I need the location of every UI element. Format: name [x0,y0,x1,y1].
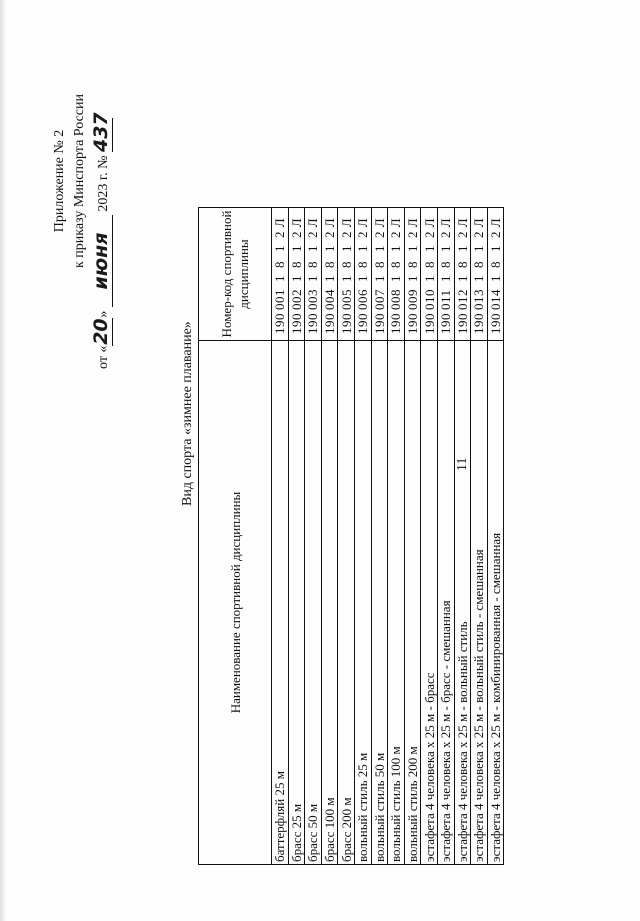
table-body [272,208,504,865]
code-segment: 1 [421,275,437,282]
code-segment: 190 [438,313,454,334]
code-segment: 190 [471,313,487,334]
code-segment: 1 [272,275,288,282]
code-segment: 1 [488,245,504,252]
table-row [404,208,421,865]
code-segment: 190 [371,313,387,334]
discipline-code [437,208,454,341]
code-segment: 190 [421,313,437,334]
code-segment: 1 [471,275,487,282]
table-row [454,208,471,865]
discipline-code [404,208,421,341]
code-segment: 2 Л [421,217,437,238]
code-segment: 1 [338,275,354,282]
table-row [487,208,504,865]
code-segment: 2 Л [338,217,354,238]
table-row [272,208,289,865]
discipline-code [371,208,388,341]
code-segment: 011 [438,289,454,310]
discipline-name: брасс 50 м [305,341,322,865]
discipline-code [354,208,371,341]
code-segment: 2 Л [322,217,338,238]
code-segment: 8 [471,261,487,268]
code-segment: 8 [305,261,321,268]
code-segment: 1 [421,245,437,252]
order-number-handwritten: 437 [90,112,112,153]
code-segment: 1 [288,245,304,252]
code-segment: 190 [322,313,338,334]
code-segment: 190 [288,313,304,334]
code-segment: 2 Л [305,217,321,238]
code-segment: 014 [488,289,504,310]
code-segment: 8 [405,261,421,268]
discipline-code [305,208,322,341]
code-segment: 2 Л [272,217,288,238]
discipline-code [471,208,488,341]
code-segment: 003 [305,289,321,310]
code-segment: 1 [454,275,470,282]
date-prefix: от « [96,345,111,369]
code-segment: 190 [488,313,504,334]
table-row [321,208,338,865]
code-segment: 8 [338,261,354,268]
discipline-name: баттерфляй 25 м [272,341,289,865]
discipline-name: вольный стиль 200 м [404,341,421,865]
discipline-name: эстафета 4 человека х 25 м - вольный стиль [454,341,471,865]
page-number: 11 [455,457,470,471]
code-segment: 013 [471,289,487,310]
discipline-code [272,208,289,341]
code-segment: 1 [438,245,454,252]
code-segment: 190 [338,313,354,334]
table-row [354,208,371,865]
code-segment: 009 [405,289,421,310]
disciplines-table [198,207,504,865]
code-segment: 006 [355,289,371,310]
code-segment: 8 [438,261,454,268]
discipline-code [338,208,355,341]
code-segment: 1 [454,245,470,252]
code-segment: 8 [454,261,470,268]
discipline-name: вольный стиль 100 м [388,341,405,865]
discipline-name: брасс 100 м [321,341,338,865]
table-row [471,208,488,865]
discipline-name: эстафета 4 человека х 25 м - комбинированная - смешанная [487,341,504,865]
code-segment: 007 [371,289,387,310]
discipline-name: брасс 25 м [288,341,305,865]
code-segment: 008 [388,289,404,310]
code-segment: 1 [371,245,387,252]
table-row [338,208,355,865]
code-segment: 2 Л [288,217,304,238]
code-segment: 8 [388,261,404,268]
code-segment: 1 [288,275,304,282]
code-segment: 2 Л [355,217,371,238]
code-segment: 2 Л [438,217,454,238]
discipline-name: эстафета 4 человека х 25 м - брасс [421,341,438,865]
table-row [288,208,305,865]
discipline-code [421,208,438,341]
date-year: 2023 г. № [96,155,111,212]
code-segment: 1 [405,245,421,252]
code-segment: 2 Л [454,217,470,238]
code-segment: 2 Л [388,217,404,238]
code-segment: 190 [305,313,321,334]
code-segment: 1 [405,275,421,282]
code-segment: 190 [454,313,470,334]
code-segment: 190 [355,313,371,334]
table-row [305,208,322,865]
code-segment: 190 [272,313,288,334]
code-segment: 1 [322,275,338,282]
code-segment: 2 Л [471,217,487,238]
code-segment: 8 [371,261,387,268]
code-segment: 1 [438,275,454,282]
code-segment: 8 [355,261,371,268]
col-header-discipline-code: Номер-код спортивной дисциплины [199,208,272,341]
code-segment: 1 [355,245,371,252]
code-segment: 1 [388,245,404,252]
discipline-code [321,208,338,341]
discipline-name: вольный стиль 50 м [371,341,388,865]
code-segment: 1 [388,275,404,282]
code-segment: 004 [322,289,338,310]
code-segment: 190 [405,313,421,334]
code-segment: 2 Л [405,217,421,238]
col-header-discipline-name: Наименование спортивной дисциплины [199,341,272,865]
code-segment: 012 [454,289,470,310]
code-segment: 005 [338,289,354,310]
code-segment: 001 [272,289,288,310]
discipline-name: эстафета 4 человека х 25 м - брасс - смешанная [437,341,454,865]
discipline-name: вольный стиль 25 м [354,341,371,865]
code-segment: 1 [305,245,321,252]
discipline-name: брасс 200 м [338,341,355,865]
code-segment: 002 [288,289,304,310]
table-row [371,208,388,865]
discipline-name: эстафета 4 человека х 25 м - вольный стиль - смешанная [471,341,488,865]
date-month-handwritten: июня [90,215,113,307]
code-segment: 8 [322,261,338,268]
code-segment: 1 [272,245,288,252]
code-segment: 1 [471,245,487,252]
code-segment: 8 [488,261,504,268]
code-segment: 1 [371,275,387,282]
code-segment: 1 [305,275,321,282]
appendix-header [50,1,90,361]
code-segment: 1 [322,245,338,252]
table-row [421,208,438,865]
code-segment: 8 [272,261,288,268]
discipline-code [288,208,305,341]
code-segment: 8 [288,261,304,268]
code-segment: 1 [338,245,354,252]
date-mid: » [96,310,111,318]
order-reference: к приказу Минспорта России [72,94,87,268]
discipline-code [388,208,405,341]
code-segment: 8 [421,261,437,268]
code-segment: 010 [421,289,437,310]
order-date-line [90,9,113,369]
table-row [388,208,405,865]
code-segment: 190 [388,313,404,334]
code-segment: 2 Л [488,217,504,238]
sport-title: Вид спорта «зимнее плавание» [180,321,195,506]
appendix-title: Приложение № 2 [52,129,67,233]
code-segment: 1 [488,275,504,282]
table-header-row [199,208,272,865]
code-segment: 1 [355,275,371,282]
discipline-code [454,208,471,341]
discipline-code [487,208,504,341]
date-day-handwritten: 20 [90,318,112,345]
code-segment: 2 Л [371,217,387,238]
table-row [437,208,454,865]
